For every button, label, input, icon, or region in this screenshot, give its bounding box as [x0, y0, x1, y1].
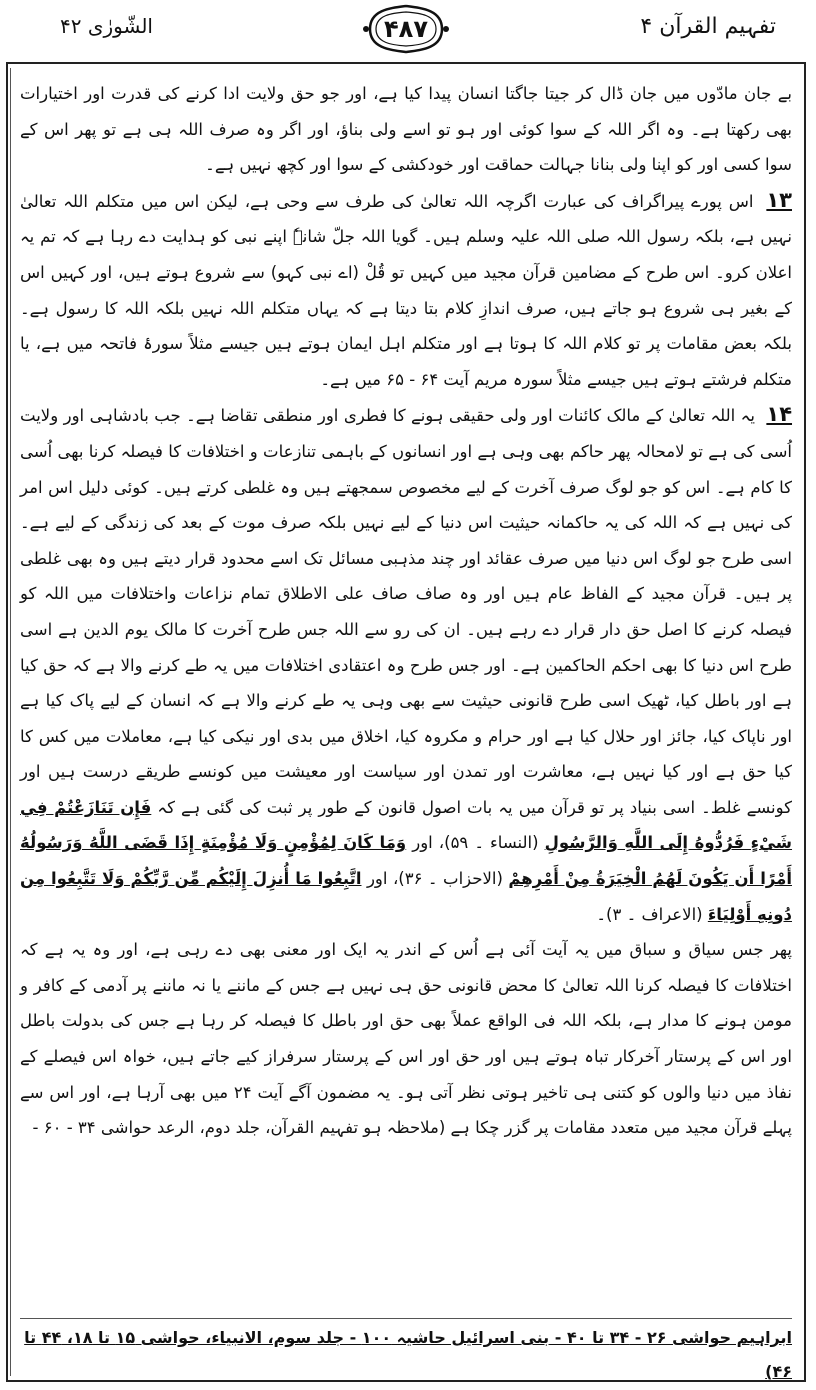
quran-verse-1: فَإِن تَنَازَعْتُمْ فِي شَيْءٍ فَرُدُّوهُ إِلَى اللَّهِ وَالرَّسُولِ: [20, 797, 793, 853]
paragraph-continuation: بے جان مادّوں میں جان ڈال کر جیتا جاگتا انسان پیدا کیا ہے، اور جو حق ولایت ادا کرنے کی قدرت اور اختیارات بھی رکھتا ہے۔ وہ اگر اللہ کے سوا کوئی اور ہو تو اسے ولی بناؤ، اور اگر وہ صرف اللہ ہی ہے تو پھر اس کے سوا کسی اور کو اپنا ولی بنانا جہالت حماقت اور خودکشی کے سوا اور کچھ نہیں ہے۔: [20, 84, 792, 175]
note-14-text: یہ اللہ تعالیٰ کے مالک کائنات اور ولی حقیقی ہونے کا فطری اور منطقی تقاضا ہے۔ جب بادشاہی اور ولایت اُسی کی ہے تو لامحالہ پھر حاکم بھی وہی ہے اور انسانوں کے باہمی تنازعات و اختلافات کا فیصلہ کرنا بھی اُسی کا کام ہے۔ اس کو جو لوگ صرف آخرت کے لیے مخصوص سمجھتے ہیں وہ غلطی کرتے ہیں۔ کوئی دلیل اس امر کی نہیں ہے کہ اللہ کی یہ حاکمانہ حیثیت اس دنیا کے لیے نہیں بلکہ صرف موت کے بعد کی زندگی کے لیے ہے۔ اسی طرح جو لوگ اس دنیا میں صرف عقائد اور چند مذہبی مسائل تک اسے محدود قرار دیتے ہیں وہ بھی غلطی پر ہیں۔ قرآن مجید کے الفاظ عام ہیں اور وہ صاف صاف علی الاطلاق تمام نزاعات واختلافات میں اللہ کو فیصلہ کرنے کا اصل حق دار قرار دے رہے ہیں۔ ان کی رو سے اللہ جس طرح آخرت کا مالک یوم الدین ہے اسی طرح اس دنیا کا بھی احکم الحاکمین ہے۔ اور جس طرح وہ اعتقادی اختلافات میں یہ طے کرنے والا ہے کہ حق کیا ہے اور باطل کیا، ٹھیک اسی طرح قانونی حیثیت سے بھی وہی یہ طے کرنے والا ہے کہ انسان کے لیے پاک کیا ہے اور ناپاک کیا، جائز اور حلال کیا ہے اور حرام و مکروہ کیا، اخلاق میں بدی اور نیکی کیا ہے، معاملات میں کس کا کیا حق ہے اور کیا نہیں ہے، معاشرت اور تمدن اور سیاست اور معیشت میں کونسے طریقے درست ہیں اور کونسے غلط۔ اسی بنیاد پر تو قرآن میں یہ بات اصول قانون کے طور پر ثبت کی گئی ہے کہ: [20, 406, 793, 817]
quran-verse-2: وَمَا كَانَ لِمُؤْمِنٍ وَلَا مُؤْمِنَةٍ إِذَا قَضَى اللَّهُ وَرَسُولُهُ أَمْرًا أَن يَكُونَ لَهُمُ الْخِيَرَةُ مِنْ أَمْرِهِمْ: [20, 833, 792, 889]
page-number-ornament: [360, 2, 452, 56]
note-number-14: ۱۴: [766, 402, 793, 427]
quran-verse-3: اتَّبِعُوا مَا أُنزِلَ إِلَيْكُم مِّن رَّبِّكُمْ وَلَا تَتَّبِعُوا مِن دُونِهِ أَوْلِيَاءَ: [20, 869, 792, 924]
note-13-text: اس پورے پیراگراف کی عبارت اگرچہ اللہ تعالیٰ کی طرف سے وحی ہے، لیکن اس میں متکلم اللہ تعالیٰ نہیں ہے، بلکہ رسول اللہ صلی اللہ علیہ وسلم ہیں۔ گویا اللہ جلّ شانہٗ اپنے نبی کو ہدایت دے رہا ہے کہ تم یہ اعلان کرو۔ اس طرح کے مضامین قرآن مجید میں کہیں تو قُلْ (اے نبی کہو) سے شروع ہوتے ہیں، اور کہیں اس کے بغیر ہی شروع ہو جاتے ہیں، صرف اندازِ کلام بتا دیتا ہے کہ یہاں متکلم اللہ نہیں بلکہ اللہ کا رسول ہے۔ بلکہ بعض مقامات پر تو کلام اللہ کا ہوتا ہے اور متکلم اہل ایمان ہوتے ہیں جیسے مثلاً سورۂ فاتحہ میں ہے، یا متکلم فرشتے ہوتے ہیں جیسے مثلاً سورہ مریم آیت ۶۴ - ۶۵ میں ہے۔: [20, 191, 792, 389]
verse-2-reference: (الاحزاب ۔ ۳۶)، اور: [366, 869, 503, 889]
cross-reference-text: ابراہیم حواشی ۲۶ - ۳۴ تا ۴۰ - بنی اسرائیل حاشیہ ۱۰۰ - جلد سوم، الانبیاء، حواشی ۱۵ تا ۱۸، ۴۴ تا ۴۶): [24, 1328, 792, 1381]
verse-3-reference: (الاعراف ۔ ۳)۔: [596, 904, 703, 924]
note-number-13: ۱۳: [766, 187, 792, 212]
page-number: ۴۸۷: [384, 15, 428, 43]
verse-1-reference: (النساء ۔ ۵۹)، اور: [412, 833, 539, 853]
note-14: [20, 397, 792, 932]
book-title: تفہیم القرآن ۴: [640, 14, 776, 39]
cross-reference-line: [20, 1318, 792, 1389]
surah-label: الشّورٰی ۴۲: [60, 14, 153, 38]
paragraph-closing: پھر جس سیاق و سباق میں یہ آیت آئی ہے اُس کے اندر یہ ایک اور معنی بھی دے رہی ہے، اور وہ یہ ہے کہ اختلافات کا فیصلہ کرنا اللہ تعالیٰ کا محض قانونی حق ہی نہیں ہے جس کے ماننے یا نہ ماننے پر آدمی کے کافر و مومن ہونے کا مدار ہے، بلکہ اللہ فی الواقع عملاً بھی حق اور باطل کا فیصلہ کر رہا ہے جس کی بدولت باطل اور اس کے پرستار آخرکار تباہ ہوتے ہیں اور حق اور اس کے پرستار سرفراز کیے جاتے ہیں، خواہ اس فیصلے کے نفاذ میں دنیا والوں کو کتنی ہی تاخیر ہوتی نظر آتی ہو۔ یہ مضمون آگے آیت ۲۴ میں بھی آرہا ہے، اور اس سے پہلے قرآن مجید میں متعدد مقامات پر گزر چکا ہے (ملاحظہ ہو تفہیم القرآن، جلد دوم، الرعد حواشی ۳۴ - ۶۰ -: [20, 940, 792, 1138]
page-header: [0, 0, 816, 70]
commentary-body: [20, 76, 792, 1146]
note-13: [20, 183, 792, 398]
